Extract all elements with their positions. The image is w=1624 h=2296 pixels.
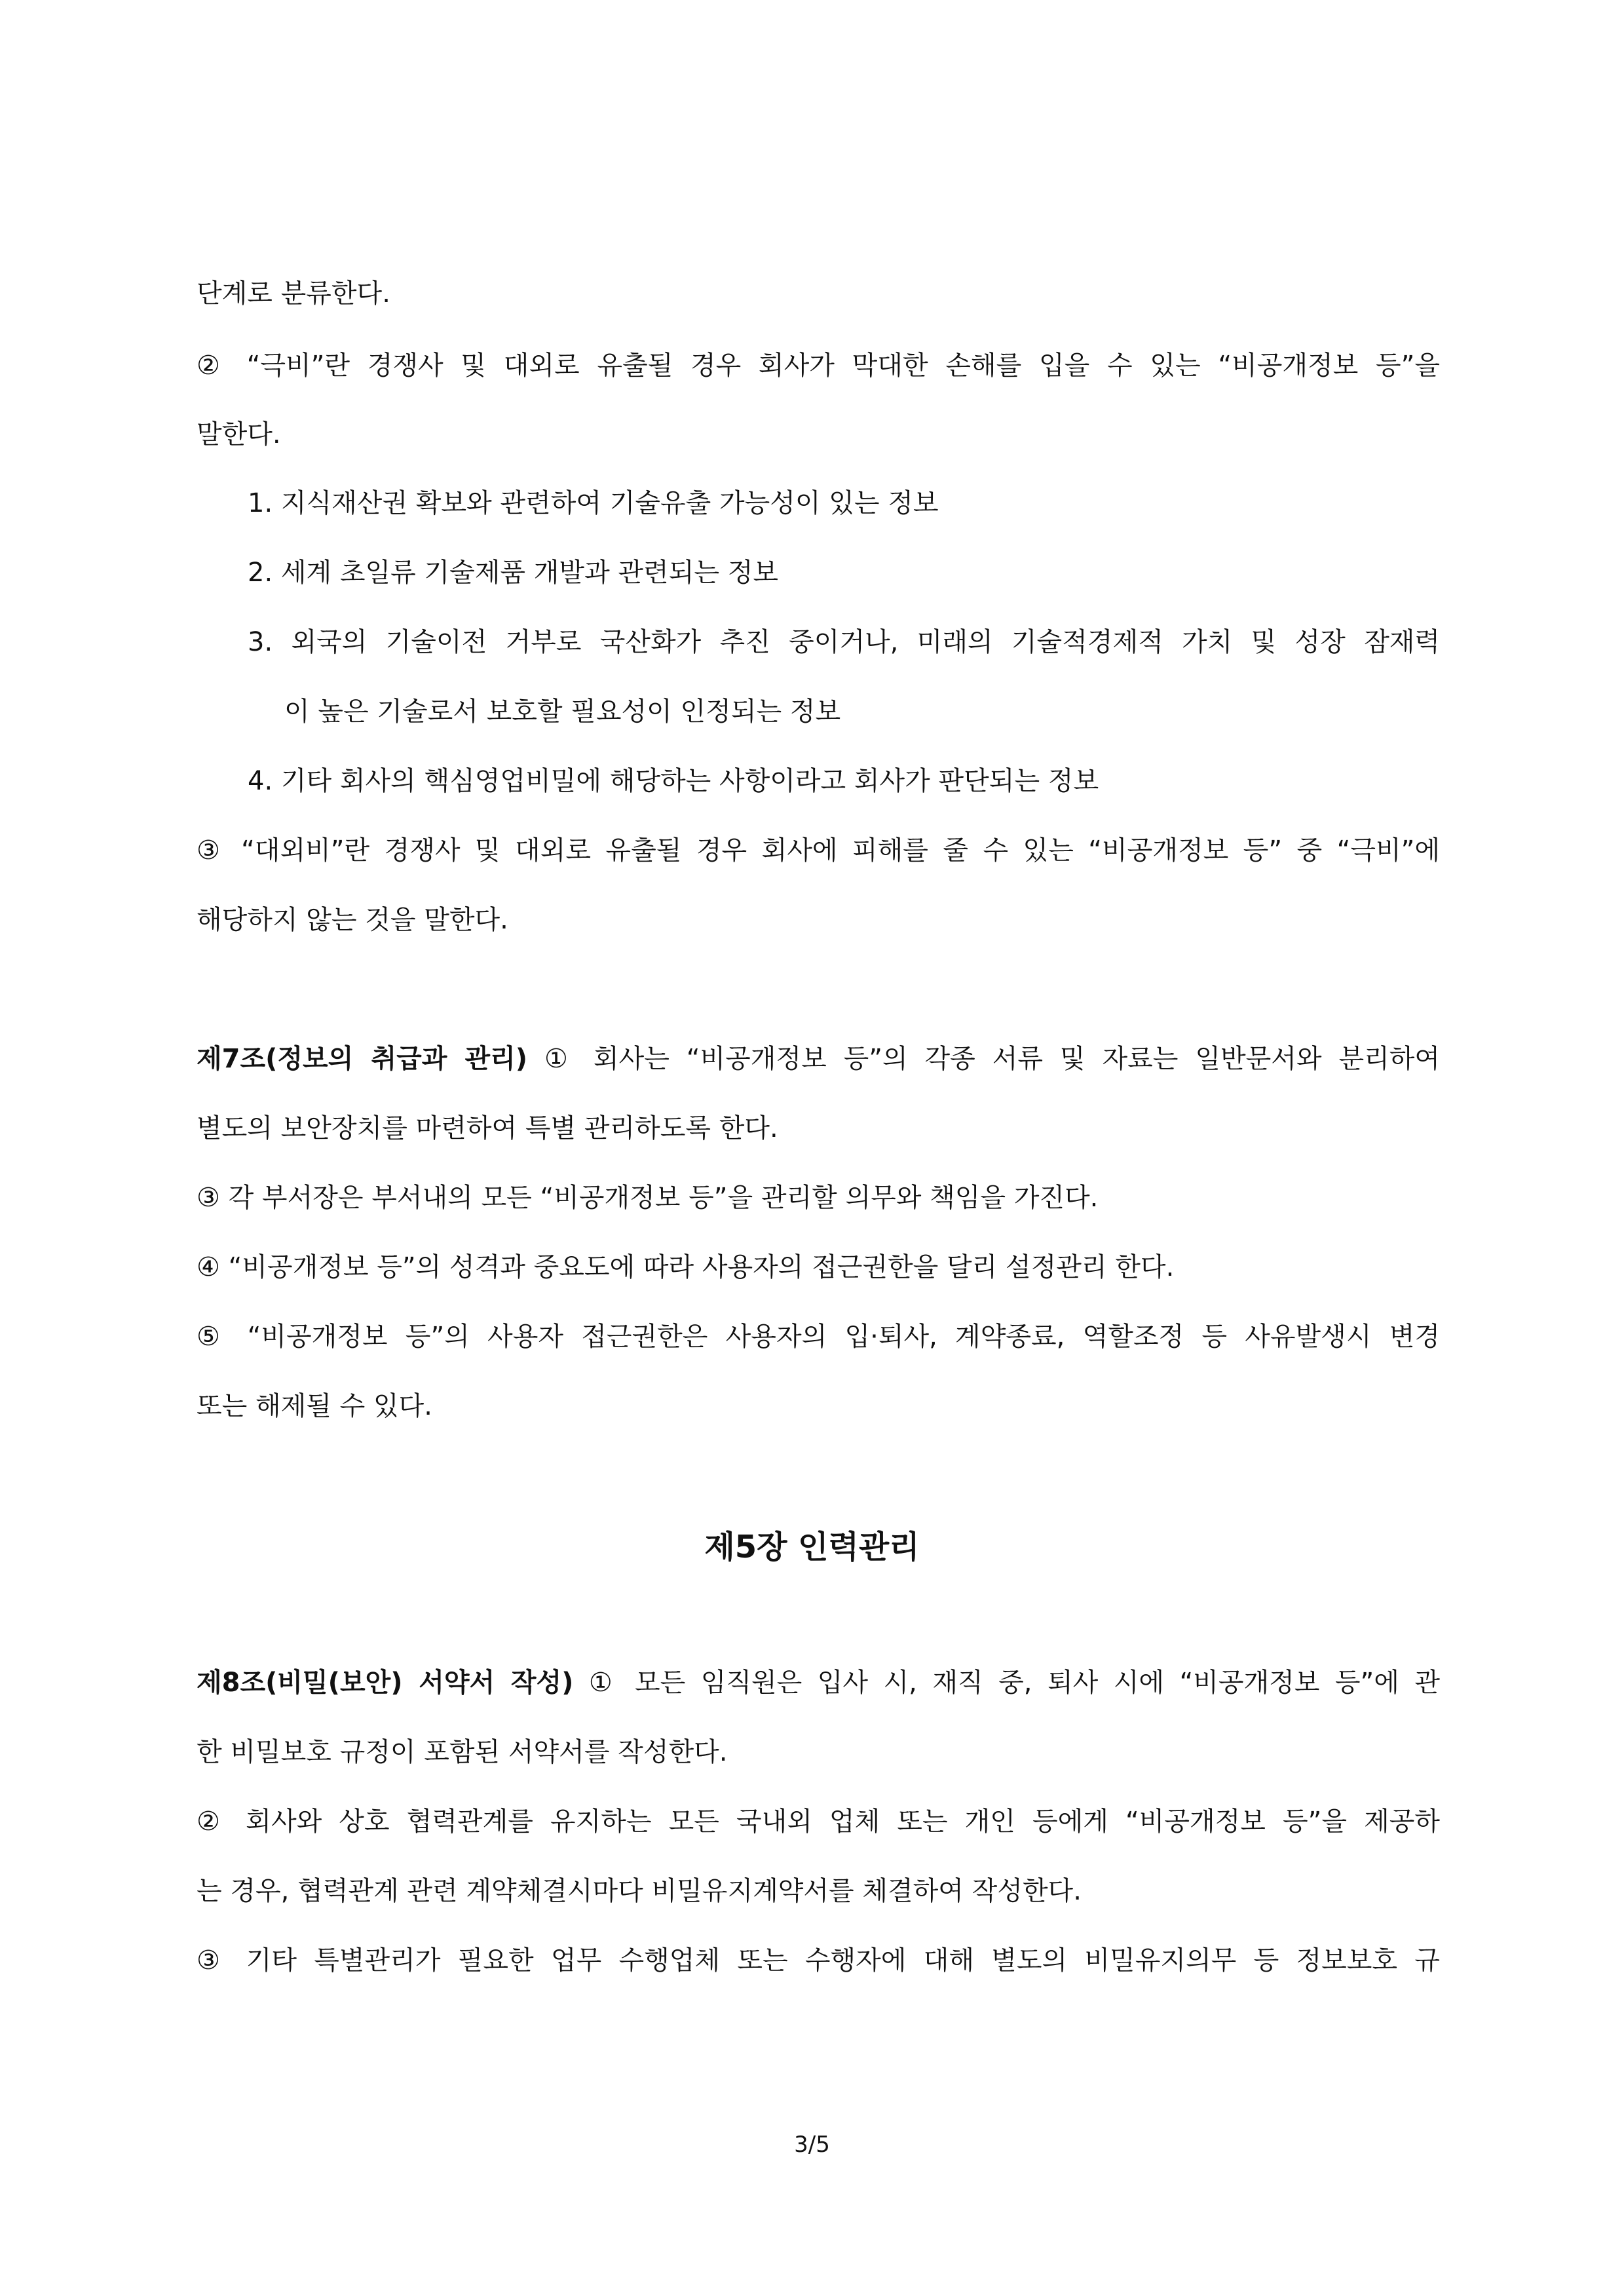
list-item: 3. 외국의 기술이전 거부로 국산화가 추진 중이거나, 미래의 기술적경제적 가치 및 성장 잠재력: [248, 627, 1440, 657]
paragraph-line: ② 회사와 상호 협력관계를 유지하는 모든 국내외 업체 또는 개인 등에게 “비공개정보 등”을 제공하: [197, 1807, 1440, 1837]
chapter-title: 제5장 인력관리: [704, 1529, 920, 1565]
article-heading: 제7조(정보의 취급과 관리): [197, 1044, 528, 1074]
paragraph-line: ③ “대외비”란 경쟁사 및 대외로 유출될 경우 회사에 피해를 줄 수 있는 “비공개정보 등” 중 “극비”에: [197, 835, 1440, 866]
list-item: 4. 기타 회사의 핵심영업비밀에 해당하는 사항이라고 회사가 판단되는 정보: [248, 766, 1099, 796]
article-text: ① 회사는 “비공개정보 등”의 각종 서류 및 자료는 일반문서와 분리하여: [527, 1044, 1441, 1074]
paragraph-line: ⑤ “비공개정보 등”의 사용자 접근권한은 사용자의 입·퇴사, 계약종료, 역할조정 등 사유발생시 변경: [197, 1322, 1440, 1352]
paragraph-line: 별도의 보안장치를 마련하여 특별 관리하도록 한다.: [197, 1113, 778, 1143]
paragraph-line: ④ “비공개정보 등”의 성격과 중요도에 따라 사용자의 접근권한을 달리 설정관리 한다.: [197, 1252, 1175, 1282]
article-7-first-line: [197, 1041, 1440, 1077]
paragraph-line: 말한다.: [197, 419, 281, 450]
paragraph-line: ③ 기타 특별관리가 필요한 업무 수행업체 또는 수행자에 대해 별도의 비밀유지의무 등 정보보호 규: [197, 1945, 1440, 1976]
list-item: 2. 세계 초일류 기술제품 개발과 관련되는 정보: [248, 558, 778, 588]
page-number: 3/5: [794, 2132, 830, 2158]
list-item: 1. 지식재산권 확보와 관련하여 기술유출 가능성이 있는 정보: [248, 488, 939, 518]
paragraph-line: 또는 해제될 수 있다.: [197, 1391, 432, 1421]
article-heading: 제8조(비밀(보안) 서약서 작성): [197, 1668, 574, 1698]
paragraph-line: 한 비밀보호 규정이 포함된 서약서를 작성한다.: [197, 1737, 728, 1767]
paragraph-line: 해당하지 않는 것을 말한다.: [197, 905, 508, 935]
paragraph-line: ② “극비”란 경쟁사 및 대외로 유출될 경우 회사가 막대한 손해를 입을 수 있는 “비공개정보 등”을: [197, 351, 1441, 381]
article-text: ① 모든 임직원은 입사 시, 재직 중, 퇴사 시에 “비공개정보 등”에 관: [573, 1668, 1441, 1698]
paragraph-line: ③ 각 부서장은 부서내의 모든 “비공개정보 등”을 관리할 의무와 책임을 가진다.: [197, 1183, 1099, 1213]
list-item-continuation: 이 높은 기술로서 보호할 필요성이 인정되는 정보: [284, 697, 841, 727]
paragraph-line: 는 경우, 협력관계 관련 계약체결시마다 비밀유지계약서를 체결하여 작성한다.: [197, 1876, 1082, 1906]
article-8-first-line: [197, 1664, 1440, 1701]
paragraph-line: 단계로 분류한다.: [197, 278, 390, 309]
